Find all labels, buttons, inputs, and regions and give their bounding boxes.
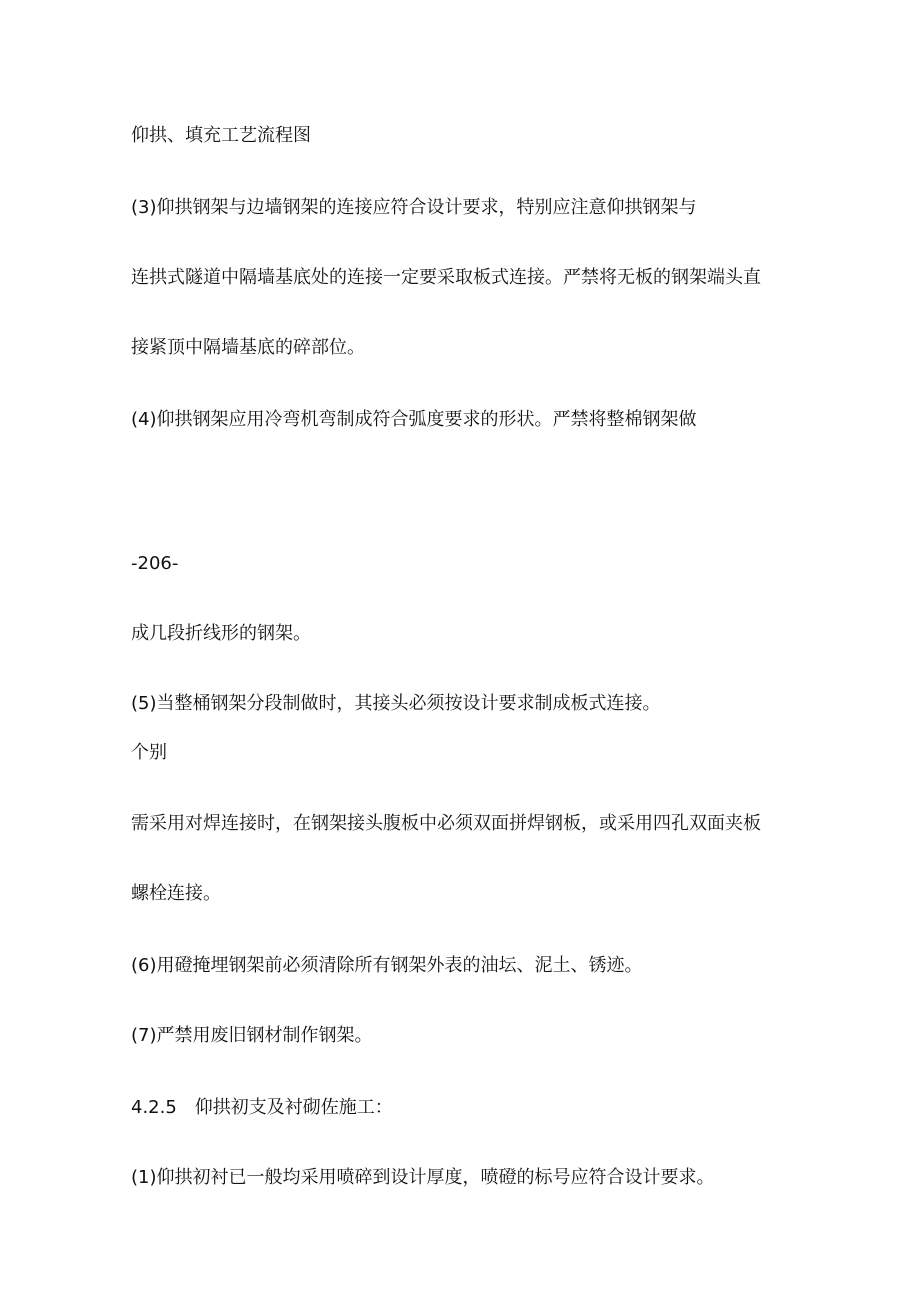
figure-caption: 仰拱、填充工艺流程图	[131, 125, 311, 146]
paragraph-line: (6)用磴掩埋钢架前必须清除所有钢架外表的油坛、泥土、锈迹。	[131, 955, 643, 976]
paragraph-line: 连拱式隧道中隔墙基底处的连接一定要采取板式连接。严禁将无板的钢架端头直	[131, 267, 761, 288]
section-heading: 4.2.5 仰拱初支及衬砌佐施工：	[131, 1097, 393, 1118]
paragraph-line: (7)严禁用废旧钢材制作钢架。	[131, 1025, 373, 1046]
paragraph-line: (5)当整桶钢架分段制做时，其接头必须按设计要求制成板式连接。	[131, 693, 661, 714]
paragraph-line: 接紧顶中隔墙基底的碎部位。	[131, 337, 365, 358]
page-number: -206-	[131, 553, 179, 574]
paragraph-line: 需采用对焊连接时，在钢架接头腹板中必须双面拼焊钢板，或采用四孔双面夹板	[131, 813, 761, 834]
paragraph-line: (3)仰拱钢架与边墙钢架的连接应符合设计要求，特别应注意仰拱钢架与	[131, 197, 697, 218]
paragraph-line: 个别	[131, 742, 167, 763]
paragraph-line: 成几段折线形的钢架。	[131, 623, 311, 644]
paragraph-line: (1)仰拱初衬已一般均采用喷碎到设计厚度，喷磴的标号应符合设计要求。	[131, 1167, 715, 1188]
paragraph-line: (4)仰拱钢架应用冷弯机弯制成符合弧度要求的形状。严禁将整棉钢架做	[131, 409, 697, 430]
paragraph-line: 螺栓连接。	[131, 883, 221, 904]
